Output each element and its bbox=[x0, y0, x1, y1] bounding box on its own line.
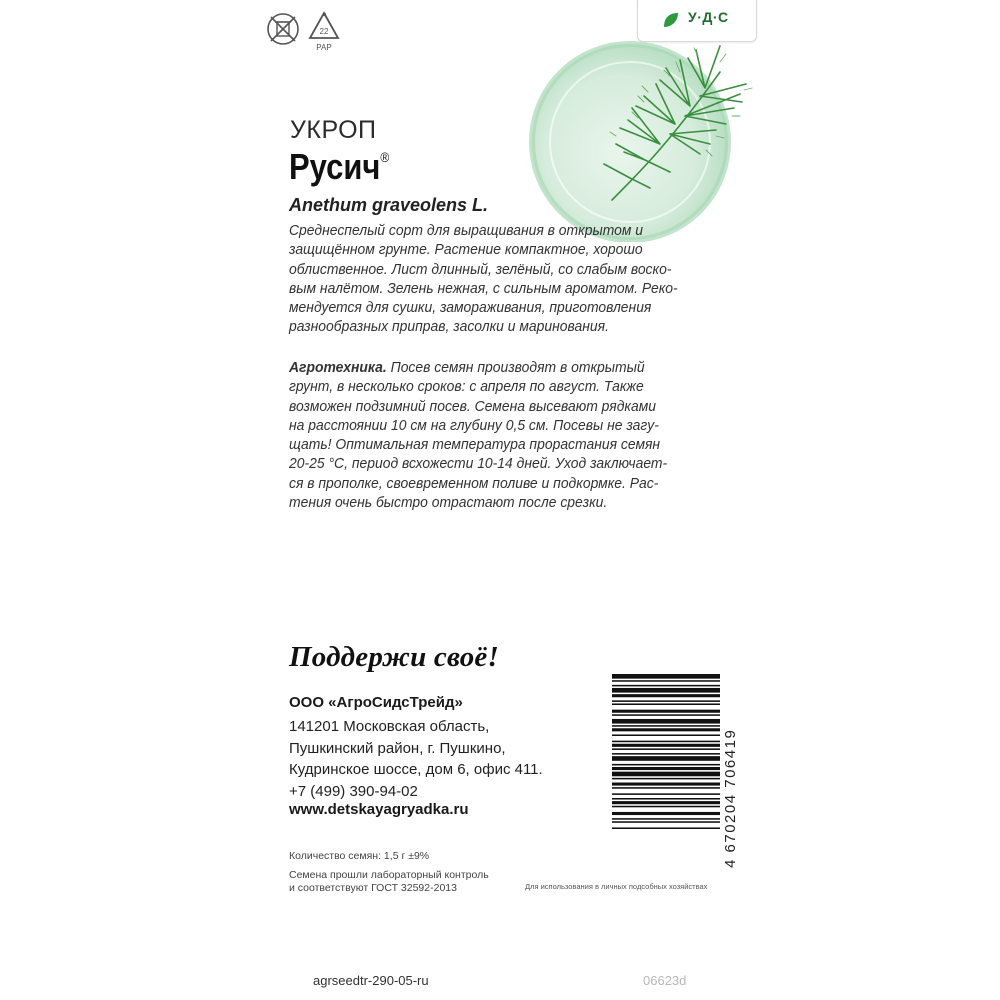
svg-text:PAP: PAP bbox=[316, 43, 332, 52]
registered-trademark: ® bbox=[380, 149, 390, 165]
agrotechnics-text bbox=[289, 359, 711, 513]
barcode-bar bbox=[612, 688, 720, 693]
barcode-bar bbox=[612, 812, 720, 815]
address-line: Пушкинский район, г. Пушкино, bbox=[289, 739, 506, 757]
leaf-icon bbox=[662, 11, 680, 29]
barcode-bar bbox=[612, 798, 720, 800]
barcode-bar bbox=[612, 725, 720, 727]
brand-badge-text: У·Д·С bbox=[688, 9, 729, 25]
barcode-bar bbox=[612, 680, 720, 682]
no-waste-bin-icon bbox=[266, 8, 346, 54]
barcode-bar bbox=[612, 685, 720, 687]
variety-description bbox=[289, 222, 711, 338]
barcode-bar bbox=[612, 767, 720, 770]
barcode-bar bbox=[612, 821, 720, 823]
description-line: защищённом грунте. Растение компактное, хорошо bbox=[289, 242, 643, 259]
agrotech-line: 20-25 °С, период всхожести 10-14 дней. Уход заключает- bbox=[289, 456, 668, 473]
barcode-bar bbox=[612, 748, 720, 750]
product-code: agrseedtr-290-05-ru bbox=[313, 973, 429, 988]
description-line: разнообразных приправ, засолки и маринования. bbox=[289, 319, 609, 336]
agrotech-line: Агротехника. Посев семян производят в открытый bbox=[289, 360, 645, 376]
barcode-bar bbox=[612, 700, 720, 702]
barcode-bar bbox=[612, 694, 720, 697]
barcode-number: 4 670204 706419 bbox=[722, 728, 739, 868]
barcode-bar bbox=[612, 772, 720, 777]
dill-illustration bbox=[520, 32, 760, 242]
barcode-bar bbox=[612, 793, 720, 795]
description-line: вым налётом. Зелень нежная, с сильным ароматом. Реко- bbox=[289, 280, 678, 297]
address-line: Кудринское шоссе, дом 6, офис 411. bbox=[289, 761, 543, 778]
agrotech-line: возможен подзимний посев. Семена высевают рядками bbox=[289, 398, 657, 415]
barcode-bar bbox=[612, 801, 720, 804]
home-use-note: Для использования в личных подсобных хозяйствах bbox=[525, 882, 708, 891]
phone-number: +7 (499) 390-94-02 bbox=[289, 782, 418, 800]
website-link[interactable]: www.detskayagryadka.ru bbox=[289, 801, 469, 818]
company-name: ООО «АгроСидсТрейд» bbox=[289, 694, 463, 711]
seed-quantity: Количество семян: 1,5 г ±9% bbox=[289, 850, 430, 862]
description-line: облиственное. Лист длинный, зелёный, со слабым воско- bbox=[289, 261, 672, 278]
recycling-icons bbox=[266, 8, 346, 54]
description-line: мендуется для сушки, замораживания, приготовления bbox=[289, 300, 652, 317]
lab-control-note: Семена прошли лабораторный контроль и соответствуют ГОСТ 32592-2013 bbox=[289, 869, 489, 894]
barcode-bar bbox=[612, 783, 720, 786]
agrotech-line: тения очень быстро отрастают после срезки. bbox=[289, 495, 608, 512]
barcode-bar bbox=[612, 741, 720, 743]
address-line: 141201 Московская область, bbox=[289, 718, 490, 735]
agrotech-line: щать! Оптимальная температура прорастания семян bbox=[289, 437, 661, 454]
barcode-bar bbox=[612, 764, 720, 766]
barcode-bar bbox=[612, 778, 720, 780]
agrotech-line: ся в прополке, своевременном поливе и подкормке. Рас- bbox=[289, 475, 659, 492]
barcode-bar bbox=[612, 806, 720, 808]
agrotech-line: на расстоянии 10 см на глубину 0,5 см. Посевы не загу- bbox=[289, 417, 659, 434]
barcode-bar bbox=[612, 703, 720, 705]
agrotech-heading: Агротехника. bbox=[289, 360, 387, 376]
barcode-bar bbox=[612, 827, 720, 829]
barcode-bar bbox=[612, 674, 720, 679]
crop-type: УКРОП bbox=[290, 116, 377, 144]
barcode-bar bbox=[612, 728, 720, 731]
barcode-bar bbox=[612, 818, 720, 820]
barcode-bar bbox=[612, 719, 720, 724]
variety-name: Русич® bbox=[289, 146, 390, 187]
agrotech-line: грунт, в несколько сроков: с апреля по август. Также bbox=[289, 379, 644, 396]
barcode-bar bbox=[612, 714, 720, 716]
description-line: Среднеспелый сорт для выращивания в открытом и bbox=[289, 223, 644, 239]
barcode-bar bbox=[612, 787, 720, 789]
slogan: Поддержи своё! bbox=[289, 641, 499, 673]
barcode-bar bbox=[612, 756, 720, 761]
barcode-bar bbox=[612, 710, 720, 713]
company-address bbox=[289, 716, 543, 802]
print-code: 06623d bbox=[643, 973, 687, 988]
barcode-bar bbox=[612, 753, 720, 755]
latin-name: Anethum graveolens L. bbox=[289, 195, 489, 215]
barcode-bar bbox=[612, 734, 720, 736]
svg-text:22: 22 bbox=[319, 27, 329, 36]
barcode-bar bbox=[612, 744, 720, 747]
